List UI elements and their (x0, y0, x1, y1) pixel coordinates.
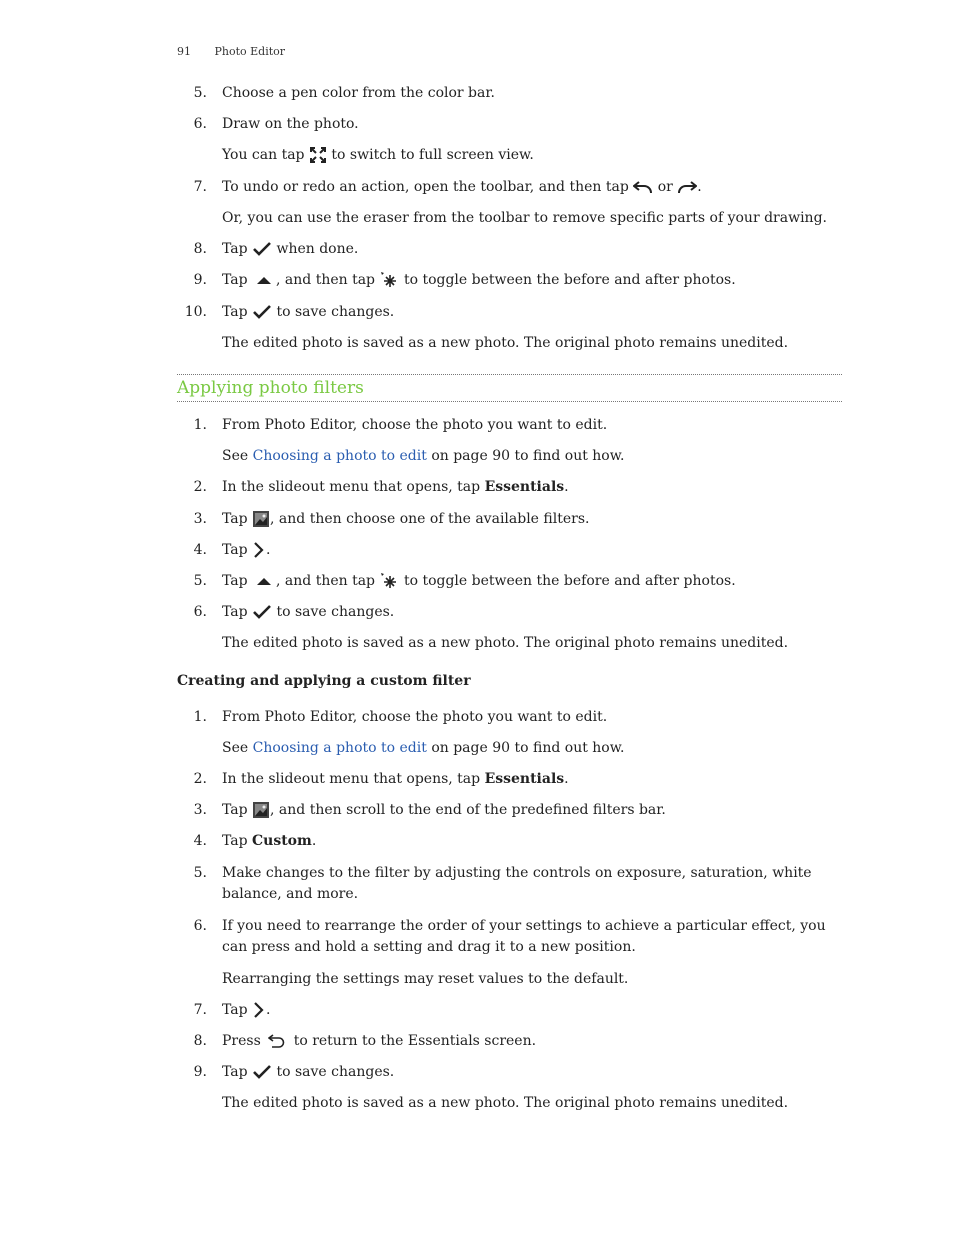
filter-icon (252, 510, 270, 528)
check-icon (252, 604, 272, 620)
check-icon (252, 304, 272, 320)
link-choosing-photo[interactable]: Choosing a photo to edit (252, 448, 427, 464)
note: See Choosing a photo to edit on page 90 to find out how. (222, 740, 625, 756)
note: The edited photo is saved as a new photo. The original photo remains unedited. (222, 1095, 789, 1111)
compare-icon (379, 270, 399, 290)
compare-icon (379, 571, 399, 591)
section-rule-top (177, 374, 842, 375)
fullscreen-icon (309, 146, 327, 164)
section-rule-bottom (177, 401, 842, 402)
page-header (177, 45, 285, 58)
check-icon (252, 241, 272, 257)
header-title: Photo Editor (214, 45, 286, 58)
note: You can tap to switch to full screen view. (222, 147, 534, 163)
note: Or, you can use the eraser from the toolbar to remove specific parts of your drawing. (222, 210, 827, 226)
arrow-up-icon (255, 274, 273, 286)
arrow-up-icon (255, 575, 273, 587)
section-title: Applying photo filters (177, 378, 364, 398)
note: Rearranging the settings may reset values to the default. (222, 971, 629, 987)
document-page: 91 Photo Editor 5. Choose a pen color from the color bar. 6. Draw on the photo. You can tap to switch to full screen view. 7. To undo or redo an action, open the toolbar, and then tap or . Or, you can use the eraser from the toolbar to remove specific parts of your drawing. 8. Tap when done. 9. Tap , and then tap to toggle between the before and after photos. 10. Tap to save changes. The edited photo is saved as a new photo. The original photo remains unedited. Applying photo filters 1. From Photo Editor, choose the photo you want to edit. See Choosing a photo to edit on page 90 to find out how. 2. In the slideout menu that opens, tap Essentials. 3. Tap , and then choose one of the available filters. 4. Tap . 5. Tap , and then tap to toggle between the before and after photos. 6. Tap to save changes. The edited photo is saved as a new photo. The original photo remains unedited. Creating and applying a custom filter 1. From Photo Editor, choose the photo you want to edit. See Choosing a photo to edit on page 90 to find out how. 2. In the slideout menu that opens, tap Essentials. 3. Tap , and then scroll to the end of the predefined filters bar. 4. Tap Custom. 5. Make changes to the filter by adjusting the controls on exposure, saturation, white balance, and more. 6. If you need to rearrange the order of your settings to achieve a particular effect, you can press and hold a setting and drag it to a new position. Rearranging the settings may reset values to the default. 7. Tap . 8. Press to return to the Essentials screen. 9. Tap to save changes. The edited photo is saved as a new photo. The original photo remains unedited. (0, 0, 954, 1235)
check-icon (252, 1064, 272, 1080)
back-icon (268, 1033, 286, 1049)
subsection-title: Creating and applying a custom filter (177, 673, 471, 689)
chevron-right-icon (252, 541, 266, 559)
link-choosing-photo[interactable]: Choosing a photo to edit (252, 740, 427, 756)
redo-icon (677, 179, 697, 195)
note: The edited photo is saved as a new photo. The original photo remains unedited. (222, 635, 789, 651)
filter-icon (252, 801, 270, 819)
note: See Choosing a photo to edit on page 90 to find out how. (222, 448, 625, 464)
chevron-right-icon (252, 1001, 266, 1019)
undo-icon (633, 179, 653, 195)
note: The edited photo is saved as a new photo. The original photo remains unedited. (222, 335, 789, 351)
page-number: 91 (177, 45, 191, 58)
